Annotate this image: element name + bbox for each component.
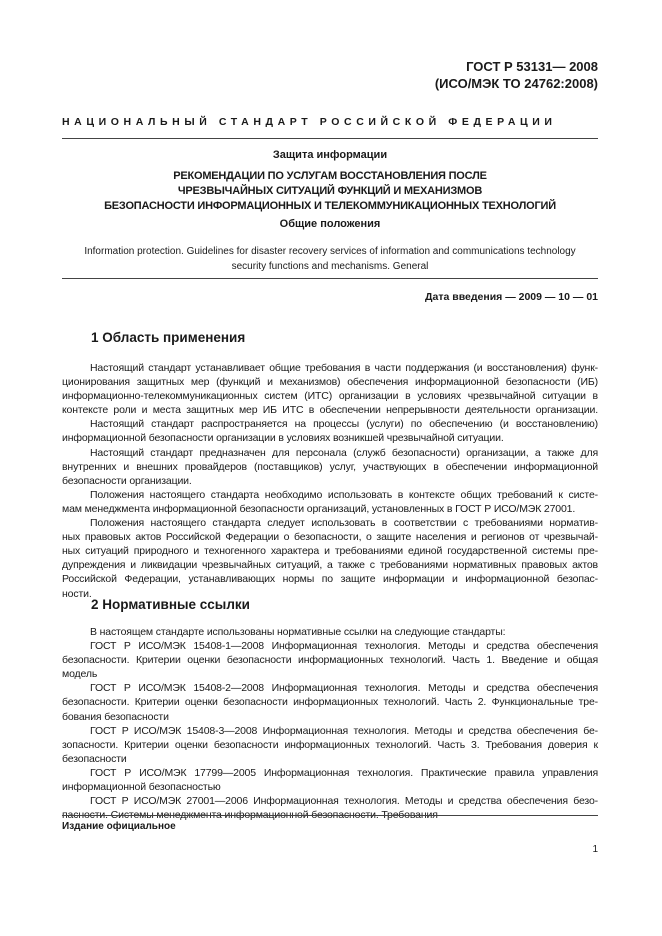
text-line: ГОСТ Р ИСО/МЭК 15408-2—2008 Информационная технология. Методы и средства обеспечения	[90, 682, 598, 695]
subject-heading: Защита информации	[272, 149, 388, 161]
text-line: информационной безопасности организации в условиях возникшей чрезвычайной ситуации.	[62, 432, 504, 445]
document-code	[435, 58, 598, 92]
text-line: В настоящем стандарте использованы нормативные ссылки на следующие стандарты:	[90, 626, 506, 638]
text-line: пасности. Системы менеджмента информационной безопасности. Требования	[62, 809, 438, 822]
text-line: внутренних и внешних провайдеров (поставщиков) услуг, участвующих в обеспечении информационной	[62, 460, 598, 473]
text-line: бования безопасности	[62, 710, 169, 723]
english-title-line: Information protection. Guidelines for disaster recovery services of information and communications technology	[84, 246, 576, 257]
title-line: РЕКОМЕНДАЦИИ ПО УСЛУГАМ ВОССТАНОВЛЕНИЯ ПОСЛЕ	[173, 170, 487, 182]
text-line: мам менеджмента информационной безопасности организаций, установленных в ГОСТ Р ИСО/МЭК 27001.	[62, 502, 576, 515]
national-standard-banner: НАЦИОНАЛЬНЫЙ СТАНДАРТ РОССИЙСКОЙ ФЕДЕРАЦИИ	[62, 116, 557, 128]
text-line: ГОСТ Р ИСО/МЭК 15408-1—2008 Информационная технология. Методы и средства обеспечения	[90, 640, 598, 653]
text-line: зопасности. Критерии оценки безопасности информационных технологий. Часть 3. Требования доверия к	[62, 738, 598, 751]
text-line: безопасности. Критерии оценки безопасности информационных технологий. Часть 1. Введение и общая	[62, 654, 598, 667]
text-line: ГОСТ Р ИСО/МЭК 15408-3—2008 Информационная технология. Методы и средства обеспечения бе-	[90, 724, 598, 737]
text-line: Настоящий стандарт устанавливает общие требования в части поддержания (и восстановления) функ-	[90, 362, 598, 374]
text-line: информационно-телекоммуникационных систем (ИТС) организации в условиях чрезвычайной ситуации в	[62, 390, 598, 403]
english-title-line: security functions and mechanisms. General	[231, 261, 429, 272]
text-line: Настоящий стандарт предназначен для персонала (служб безопасности) организации, а также для	[90, 446, 598, 459]
text-line: информационной безопасностью	[62, 781, 221, 794]
title-divider	[62, 278, 598, 279]
text-line: безопасности	[62, 752, 127, 765]
text-line: ных ситуаций природного и техногенного характера и требованиями единой государственной системы пре-	[62, 545, 598, 558]
introduction-date: Дата введения — 2009 — 10 — 01	[425, 291, 598, 303]
text-line: Положения настоящего стандарта следует использовать в соответствии с требованиями норматив-	[90, 517, 598, 530]
title-line: ЧРЕЗВЫЧАЙНЫХ СИТУАЦИЙ ФУНКЦИЙ И МЕХАНИЗМОВ	[177, 185, 483, 197]
text-line: Положения настоящего стандарта необходимо использовать в контексте общих требований к систе-	[90, 488, 598, 501]
text-line: контексте роли и места защитных мер ИБ ИТС в обеспечении непрерывности деятельности организации.	[62, 404, 598, 417]
text-line: ционирования защитных мер (функций и механизмов) обеспечения информационной безопасности (ИБ)	[62, 376, 598, 389]
document-subtitle: Общие положения	[279, 218, 381, 230]
document-title	[62, 169, 598, 214]
english-title	[62, 244, 598, 274]
text-line: ности.	[62, 587, 92, 600]
text-line: ГОСТ Р ИСО/МЭК 17799—2005 Информационная технология. Практические правила управления	[90, 766, 598, 779]
official-edition-label: Издание официальное	[62, 821, 176, 832]
text-line: безопасности. Критерии оценки безопасности информационных технологий. Часть 2. Функциональные тре-	[62, 696, 598, 709]
title-line: БЕЗОПАСНОСТИ ИНФОРМАЦИОННЫХ И ТЕЛЕКОММУНИКАЦИОННЫХ ТЕХНОЛОГИЙ	[104, 200, 556, 212]
section-2-heading: 2 Нормативные ссылки	[91, 597, 250, 612]
text-line: ных правовых актов Российской Федерации о безопасности, о защите населения и регионов от чрезвычай-	[62, 531, 598, 544]
iso-number: (ИСО/МЭК ТО 24762:2008)	[434, 76, 598, 91]
text-line: модель	[62, 668, 98, 681]
section-2-body	[62, 625, 598, 822]
section-1-body	[62, 361, 598, 601]
text-line: Настоящий стандарт распространяется на процессы (услуги) по обеспечению (и восстановлению)	[90, 418, 598, 431]
section-1-heading: 1 Область применения	[91, 330, 246, 345]
gost-number: ГОСТ Р 53131— 2008	[466, 59, 598, 74]
text-line: ГОСТ Р ИСО/МЭК 27001—2006 Информационная технология. Методы и средства обеспечения безо-	[90, 795, 598, 808]
header-divider	[62, 138, 598, 139]
text-line: Российской Федерации, устанавливающих нормы по защите информации и информационной безопас-	[62, 573, 598, 586]
text-line: безопасности организации.	[62, 474, 192, 487]
page-number: 1	[592, 844, 598, 855]
text-line: дупреждения и ликвидации чрезвычайных ситуаций, а также с требованиями нормативных правовых актов	[62, 559, 598, 572]
footer-divider	[62, 815, 598, 816]
